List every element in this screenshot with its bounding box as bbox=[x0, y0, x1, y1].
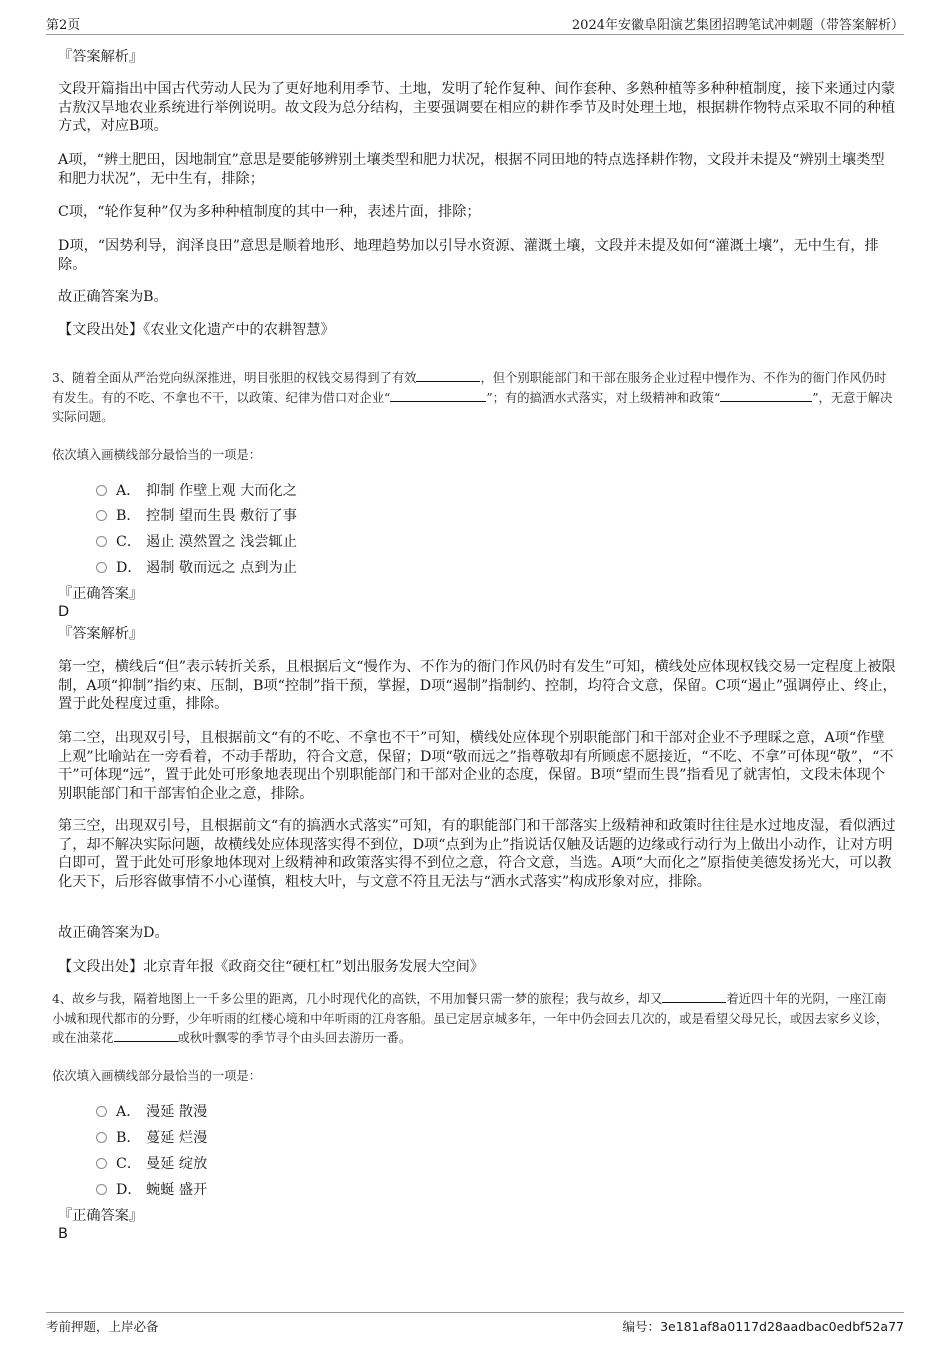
page-number: 第2页 bbox=[46, 18, 81, 33]
q3-source: 【文段出处】北京青年报《政商交往“硬杠杠”划出服务发展大空间》 bbox=[58, 959, 484, 975]
q3-blank-1 bbox=[416, 369, 480, 382]
radio-icon[interactable] bbox=[96, 1184, 107, 1195]
q3-blank-3 bbox=[720, 389, 812, 402]
q4-option-c[interactable]: C． 曼延 绽放 bbox=[96, 1154, 207, 1174]
q2-analysis-para-4: D项，“因势利导，润泽良田”意思是顺着地形、地理趋势加以引导水资源、灌溉土壤，文段并未提及如何“灌溉土壤”，无中生有，排除。 bbox=[58, 238, 879, 273]
radio-icon[interactable] bbox=[96, 1132, 107, 1143]
radio-icon[interactable] bbox=[96, 510, 107, 521]
q3-analysis-para-1: 第一空，横线后“但”表示转折关系，且根据后文“慢作为、不作为的衙门作风仍时有发生”可知，横线处应体现权钱交易一定程度上被限制，A项“抑制”指约束、压制，B项“控制”指干预，掌握，D项“遏制”指制约、控制，均符合文意，保留。C项“遏止”强调停止、终止，置于此处程度过重，排除。 bbox=[58, 659, 897, 713]
q4-correct-label: 『正确答案』 bbox=[58, 1208, 144, 1224]
q2-source: 【文段出处】《农业文化遗产中的农耕智慧》 bbox=[58, 322, 335, 338]
q4-option-a[interactable]: A． 漫延 散漫 bbox=[96, 1102, 207, 1122]
q3-conclusion: 故正确答案为D。 bbox=[58, 925, 169, 941]
q3-correct-label: 『正确答案』 bbox=[58, 586, 144, 602]
document-title: 2024年安徽阜阳演艺集团招聘笔试冲刺题（带答案解析） bbox=[571, 18, 904, 33]
q3-option-c[interactable]: C． 遏止 漠然置之 浅尝辄止 bbox=[96, 532, 297, 552]
radio-icon[interactable] bbox=[96, 485, 107, 496]
q4-option-b[interactable]: B． 蔓延 烂漫 bbox=[96, 1128, 207, 1148]
radio-icon[interactable] bbox=[96, 1106, 107, 1117]
q3-option-d[interactable]: D． 遏制 敬而远之 点到为止 bbox=[96, 558, 297, 578]
q3-blank-2 bbox=[390, 389, 486, 402]
q2-analysis-para-1: 文段开篇指出中国古代劳动人民为了更好地利用季节、土地，发明了轮作复种、间作套种、多熟种植等多种种植制度，接下来通过内蒙古敖汉旱地农业系统进行举例说明。故文段为总分结构，主要强调要在相应的耕作季节及时处理土地，根据耕作物特点采取不同的种植方式，对应B项。 bbox=[58, 81, 896, 135]
q4-stem: 4、故乡与我，隔着地图上一千多公里的距离，几小时现代化的高铁，不用加餐只需一梦的旅程；我与故乡，却又 着近四十年的光阴，一座江南小城和现代都市的分野，少年听雨的红楼心境和中年听雨的江舟客船。虽已定居京城多年，一年中仍会回去几次的，或是看望父母兄长，或因去家乡义诊，或在油菜花 或秋叶飘零的季节寻个由头回去游历一番。 bbox=[52, 992, 889, 1045]
q2-analysis-para-2: A项，“辨土肥田，因地制宜”意思是要能够辨别土壤类型和肥力状况，根据不同田地的特点选择耕作物，文段并未提及“辨别土壤类型和肥力状况”，无中生有，排除； bbox=[58, 152, 885, 187]
radio-icon[interactable] bbox=[96, 536, 107, 547]
footer-slogan: 考前押题，上岸必备 bbox=[46, 1319, 159, 1334]
page-footer bbox=[46, 1312, 904, 1337]
q3-stem: 3、随着全面从严治党向纵深推进，明目张胆的权钱交易得到了有效 ，但个别职能部门和干部在服务企业过程中慢作为、不作为的衙门作风仍时有发生。有的不吃、不拿也不干，以政策、纪律为借口对企业“ ”；有的搞洒水式落实，对上级精神和政策“ ”，无意于解决实际问题。 bbox=[52, 371, 893, 424]
q3-option-a[interactable]: A． 抑制 作壁上观 大而化之 bbox=[96, 481, 297, 501]
q4-blank-2 bbox=[114, 1029, 178, 1042]
page-header bbox=[46, 14, 904, 35]
document-code: 编号：3e181af8a0117d28aadbac0edbf52a77 bbox=[622, 1319, 904, 1334]
q3-analysis-para-2: 第二空，出现双引号，且根据前文“有的不吃、不拿也不干”可知，横线处应体现个别职能部门和干部对企业不予理睬之意，A项“作壁上观”比喻站在一旁看着，不动手帮助，符合文意，保留；D项“敬而远之”指尊敬却有所顾虑不愿接近，“不吃、不拿”可体现“敬”，“不干”可体现“远”，置于此处可形象地表现出个别职能部门和干部对企业的态度，保留。B项“望而生畏”指看见了就害怕，文段未体现个别职能部门和干部害怕企业之意，排除。 bbox=[58, 730, 894, 802]
radio-icon[interactable] bbox=[96, 562, 107, 573]
q3-option-b[interactable]: B． 控制 望而生畏 敷衍了事 bbox=[96, 506, 297, 526]
q3-analysis-label: 『答案解析』 bbox=[58, 626, 144, 642]
q2-conclusion: 故正确答案为B。 bbox=[58, 289, 168, 305]
q4-correct-answer: B bbox=[58, 1226, 68, 1242]
q3-correct-answer: D bbox=[58, 604, 70, 620]
q2-analysis-label: 『答案解析』 bbox=[58, 49, 144, 65]
q3-prompt: 依次填入画横线部分最恰当的一项是： bbox=[52, 448, 262, 462]
q4-blank-1 bbox=[662, 990, 726, 1003]
q4-prompt: 依次填入画横线部分最恰当的一项是： bbox=[52, 1069, 262, 1083]
q2-analysis-para-3: C项，“轮作复种”仅为多种种植制度的其中一种，表述片面，排除； bbox=[58, 204, 481, 220]
q3-analysis-para-3: 第三空，出现双引号，且根据前文“有的搞洒水式落实”可知，有的职能部门和干部落实上级精神和政策时往往是水过地皮湿，看似洒过了，却不解决实际问题，故横线处应体现落实得不到位，D项“点到为止”指说话仅触及话题的边缘或行动行为上做出小动作，让对方明白即可，置于此处可形象地体现对上级精神和政策落实得不到位之意，符合文意，当选。A项“大而化之”原指使美德发扬光大，可以教化天下，后形容做事情不小心谨慎，粗枝大叶，与文意不符且无法与“洒水式落实”构成形象对应，排除。 bbox=[58, 818, 896, 890]
radio-icon[interactable] bbox=[96, 1158, 107, 1169]
q4-option-d[interactable]: D． 蜿蜒 盛开 bbox=[96, 1180, 207, 1200]
